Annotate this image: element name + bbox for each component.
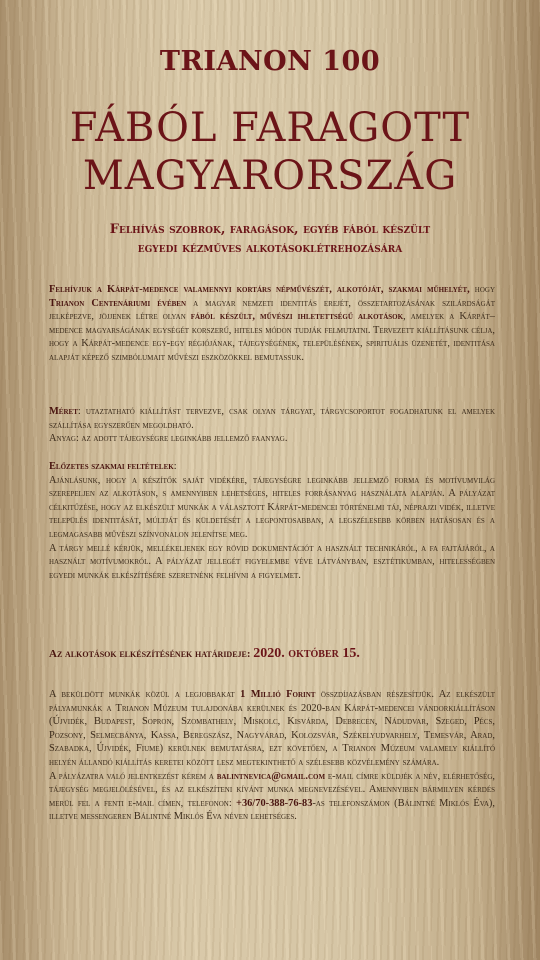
- contact-text-2: e-mail címre küldjék a név, elérhetőség, tájegység megjelölésével, és az elkészíteni kívánt munka megnevezésével. Amennyiben bármilyen kérdés merül fel a fenti e-mail címen, telefonon:: [49, 770, 495, 809]
- prereq-heading: Előzetes szakmai feltételek: [49, 461, 174, 472]
- prereq-paragraph-1: Ajánlásunk, hogy a készítők saját vidékére, tájegységre leginkább jellemző forma és motívumvilág szerepeljen az alkotáson, s amennyiben lehetséges, hiteles forrásanyag használata alapján. A pályázat célkitűzése, hogy az elkészült munkák a választott Kárpát-medencei történelmi táj, néprajzi vidék, illetve település identitását, múltját és küldetését a legpontosabban, a legszélesebb körben hatásosan és a legmagasabb művészi színvonalon jelenítse meg.: [49, 474, 495, 540]
- award-text-2: összdíjazásban részesítjük. Az elkészült pályamunkák a Trianon Múzeum tulajdonába kerülnek és 2020-ban Kárpát-medencei vándorkiállításon (Újvidék, Budapest, Sopron, Szombathely, Miskolc, Kisvárda, Debrecen, Nádudvar, Szeged, Pécs, Pozsony, Selmecbánya, Kassa, Beregszász, Nagyvárad, Kolozsvár, Székelyudvarhely, Temesvár, Arad, Szabadka, Újvidék, Fiume) kerülnek bemutatásra, ezt követően, a Trianon Múzeum valamely kiállító helyén állandó kiállítás keretei között lesz megtekinthető a szélesebb közvélemény számára.: [49, 689, 495, 768]
- prereq-colon: :: [173, 461, 177, 472]
- intro-text-3: , amelyek a Kárpát–medence magyarságának egységét korszerű, hiteles módon tudják felmutatni. Tervezett kiállításunk célja, hogy a Kárpát-medence egy-egy régiójának, tájegységének, településének, spirituális üzenetét, identitása alapját képező szimbólumait művészi eszközökkel bemutassuk.: [49, 311, 495, 363]
- size-section: [49, 405, 495, 446]
- deadline-label: Az alkotások elkészítésének határideje:: [49, 648, 254, 660]
- kicker-title: TRIANON 100: [159, 46, 381, 77]
- main-title-line1: FÁBÓL FARAGOTT: [69, 105, 471, 151]
- contact-text-1: A pályázatra való jelentkezést kérem a: [49, 770, 217, 782]
- subtitle-line2: egyedi kézműves alkotásoklétrehozására: [137, 241, 403, 256]
- intro-call: Felhívjuk a Kárpát-medence valamennyi kortárs népművészét, alkotóját, szakmai műhelyét,: [49, 284, 470, 295]
- prereq-section: [49, 460, 495, 582]
- size-text: : utaztatható kiállítást tervezve, csak olyan tárgyat, tárgycsoportot fogadhatunk el amelyek szállítása egyszerűen megoldható.: [49, 406, 495, 431]
- deadline-line: [49, 646, 495, 662]
- size-label: Méret: [49, 406, 78, 417]
- main-title-line2: MAGYARORSZÁG: [82, 153, 458, 199]
- award-text-1: A beküldött munkák közül a legjobbakat: [49, 689, 241, 700]
- contact-phone[interactable]: +36/70-388-76-83: [236, 797, 313, 809]
- prereq-paragraph-2: A tárgy mellé kérjük, mellékeljenek egy rövid dokumentációt a használt technikáról, a fa fajtájáról, a használt motívumokról. A pályázat jellegét figyelembe véve látványban, esztétikumban, hitelességben egyedi munkák elkészítésére szeretnénk felhívni a figyelmet.: [49, 542, 495, 581]
- award-section: [49, 688, 495, 824]
- intro-paragraph: [49, 283, 495, 365]
- deadline-date: 2020. október 15.: [253, 646, 360, 661]
- intro-text-2: a magyar nemzeti identitás erejét, összetartozásának szilárdságát jelképezve, jöjjenek létre olyan: [49, 297, 495, 323]
- award-prize: 1 Millió Forint: [240, 689, 316, 700]
- intro-text-1: hogy: [469, 284, 495, 295]
- contact-email[interactable]: balintnevica@gmail.com: [216, 770, 326, 782]
- contact-text-3: -as telefonszámon (Bálintné Miklós Éva), illetve messengeren Bálintné Miklós Éva néven lehetséges.: [49, 797, 495, 823]
- subtitle: [40, 220, 500, 258]
- intro-centenary: Trianon Centenáriumi évében: [49, 297, 187, 309]
- subtitle-line1: Felhívás szobrok, faragások, egyéb fából készült: [109, 222, 431, 237]
- material-text: Anyag: az adott tájegységre leginkább jellemző faanyag.: [49, 433, 288, 445]
- intro-artworks: fából készült, művészi ihletettségű alkotások: [190, 311, 404, 323]
